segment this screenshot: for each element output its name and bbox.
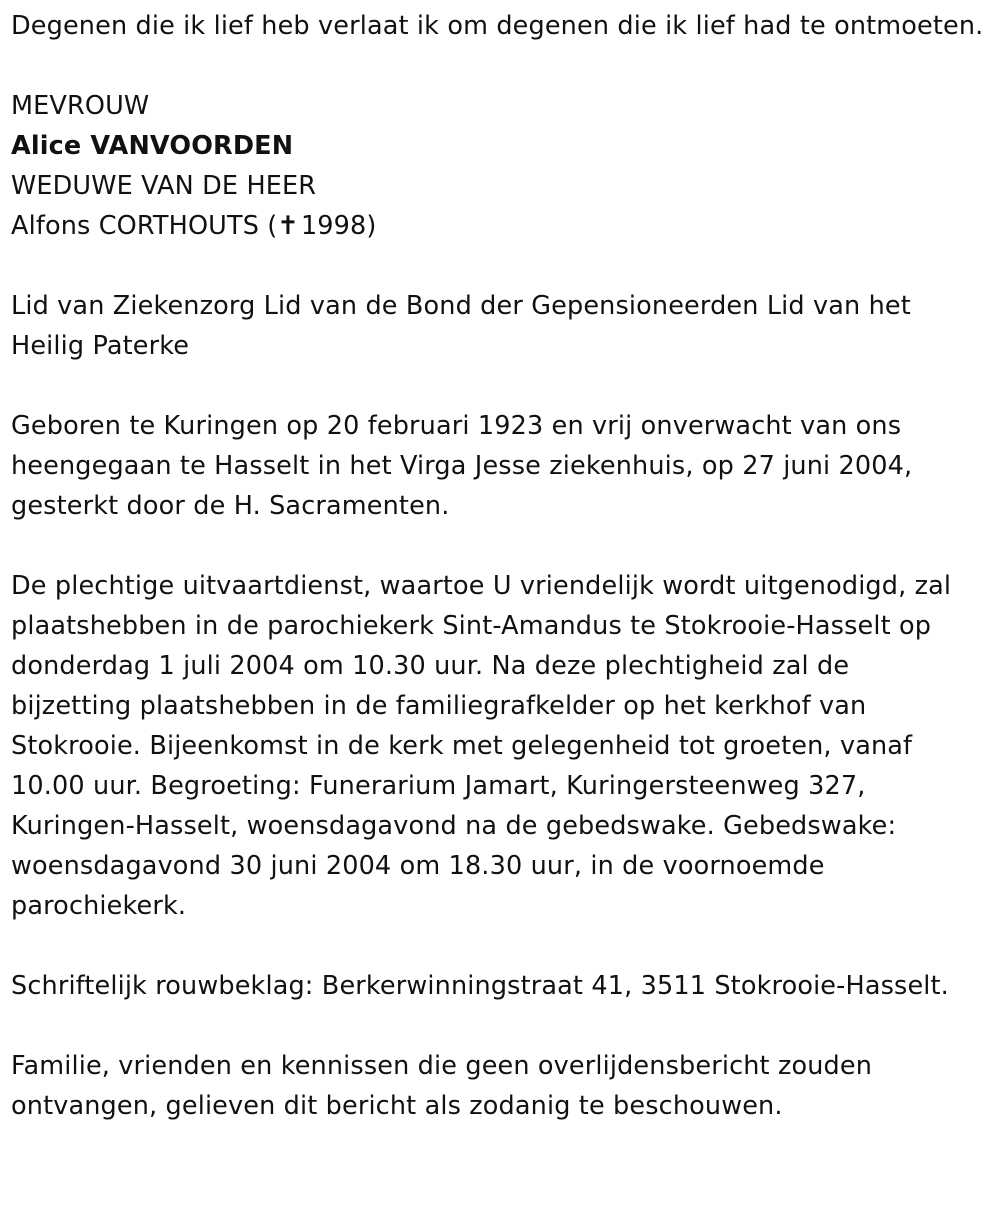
funeral-line: 10.00 uur. Begroeting: Funerarium Jamart, Kuringersteenweg 327, [11, 771, 866, 801]
funeral-line: woensdagavond 30 juni 2004 om 18.30 uur, in de voornoemde [11, 851, 825, 881]
closing-line: ontvangen, gelieven dit bericht als zodanig te beschouwen. [11, 1091, 783, 1121]
spacer [11, 46, 990, 86]
spouse-line [11, 206, 990, 246]
funeral-line: parochiekerk. [11, 891, 187, 921]
spacer [11, 246, 990, 286]
closing-paragraph [11, 1046, 990, 1126]
funeral-line: De plechtige uitvaartdienst, waartoe U vriendelijk wordt uitgenodigd, zal [11, 571, 952, 601]
birth-death-paragraph: Geboren te Kuringen op 20 februari 1923 en vrij onverwacht van ons heengegaan te Hasselt in het Virga Jesse ziekenhuis, op 27 juni 2004, gesterkt door de H. Sacramenten. [11, 411, 913, 521]
spacer [11, 1006, 990, 1046]
spouse-name: Alfons CORTHOUTS ( [11, 211, 278, 241]
cross-icon: ✝ [277, 211, 299, 241]
spacer [11, 366, 990, 406]
funeral-line: Stokrooie. Bijeenkomst in de kerk met gelegenheid tot groeten, vanaf [11, 731, 913, 761]
title-prefix: MEVROUW [11, 91, 150, 121]
spacer [11, 526, 990, 566]
funeral-line: bijzetting plaatshebben in de familiegrafkelder op het kerkhof van [11, 691, 867, 721]
opening-quote: Degenen die ik lief heb verlaat ik om degenen die ik lief had te ontmoeten. [11, 11, 984, 41]
funeral-paragraph [11, 566, 990, 926]
funeral-line: Kuringen-Hasselt, woensdagavond na de gebedswake. Gebedswake: [11, 811, 897, 841]
funeral-line: donderdag 1 juli 2004 om 10.30 uur. Na deze plechtigheid zal de [11, 651, 850, 681]
memberships-paragraph: Lid van Ziekenzorg Lid van de Bond der Gepensioneerden Lid van het Heilig Paterke [11, 291, 911, 361]
spouse-death-year: 1998) [300, 211, 377, 241]
funeral-line: plaatshebben in de parochiekerk Sint-Amandus te Stokrooie-Hasselt op [11, 611, 932, 641]
relation-line: WEDUWE VAN DE HEER [11, 171, 317, 201]
condolence-address: Schriftelijk rouwbeklag: Berkerwinningstraat 41, 3511 Stokrooie-Hasselt. [11, 971, 949, 1001]
deceased-name: Alice VANVOORDEN [11, 131, 294, 161]
spacer [11, 926, 990, 966]
closing-line: Familie, vrienden en kennissen die geen overlijdensbericht zouden [11, 1051, 873, 1081]
